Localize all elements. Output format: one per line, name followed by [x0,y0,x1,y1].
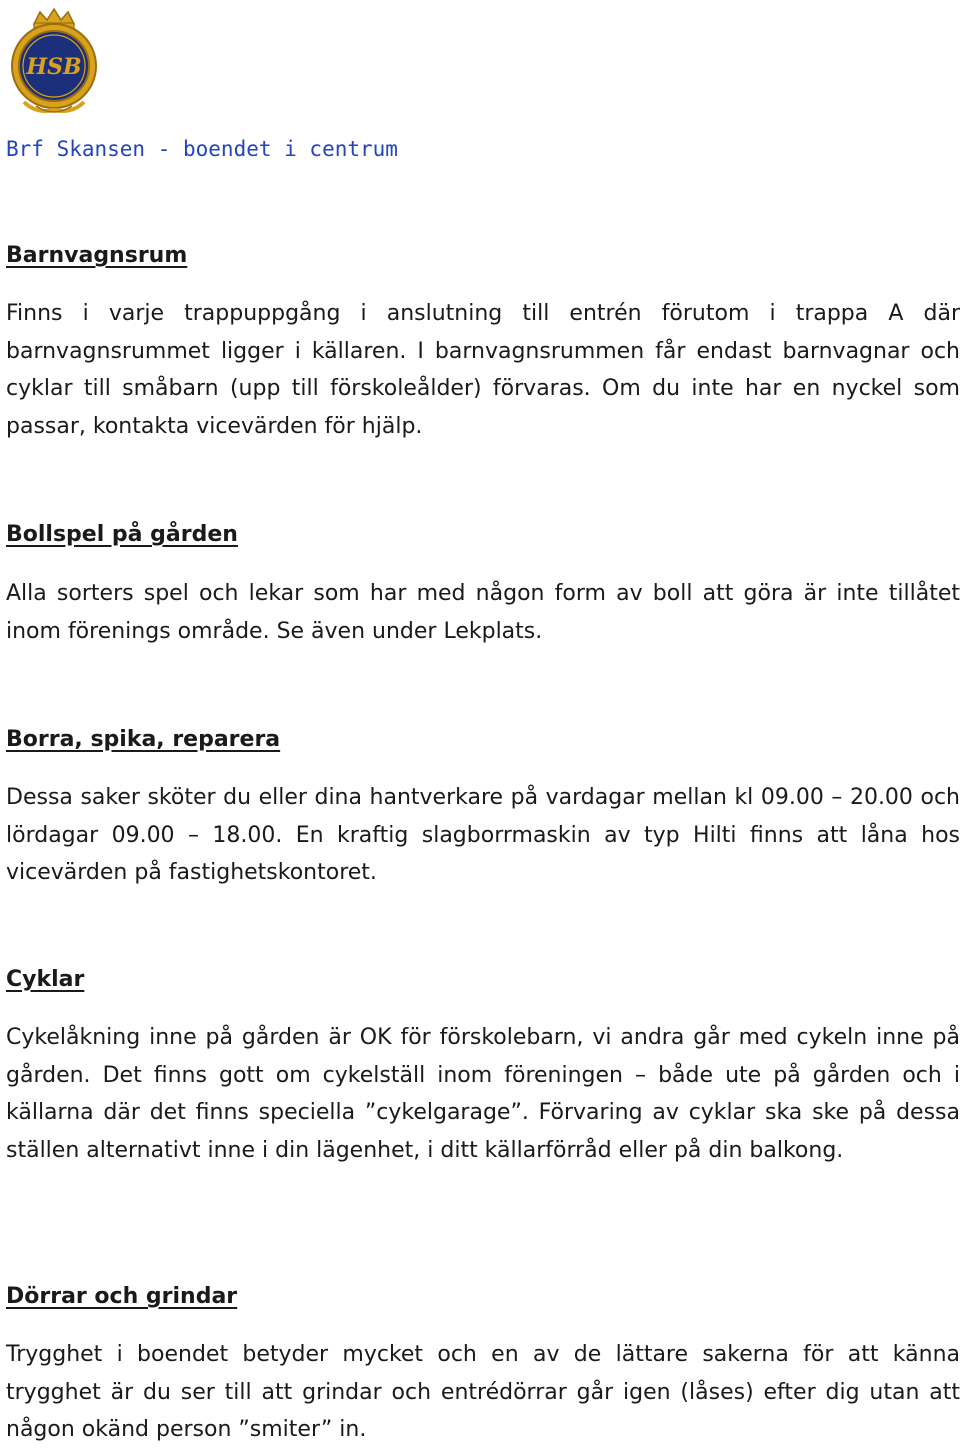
section-barnvagnsrum-body [6,295,960,445]
section-borra [6,727,960,752]
hsb-emblem-icon [6,6,102,118]
hsb-logo [6,6,102,118]
section-dorrar [6,1284,960,1309]
section-cyklar [6,967,960,992]
section-paragraph: Cykelåkning inne på gården är OK för förskolebarn, vi andra går med cykeln inne på gården. Det finns gott om cykelställ inom föreningen – både ute på gården och i källarna där det finns speciella ”cykelgarage”. Förvaring av cyklar ska ske på dessa ställen alternativt inne i din lägenhet, i ditt källarförråd eller på din balkong. [6,1025,960,1163]
site-title: Brf Skansen - boendet i centrum [6,137,398,161]
section-barnvagnsrum [6,243,960,268]
section-paragraph: Dessa saker sköter du eller dina hantverkare på vardagar mellan kl 09.00 – 20.00 och lördagar 09.00 – 18.00. En kraftig slagborrmaskin av typ Hilti finns att låna hos vicevärden på fastighetskontoret. [6,785,960,885]
section-dorrar-body [6,1336,960,1449]
section-heading: Cyklar [6,967,85,992]
section-paragraph: Alla sorters spel och lekar som har med någon form av boll att göra är inte tillåtet inom förenings område. Se även under Lekplats. [6,581,960,644]
section-heading: Barnvagnsrum [6,243,188,268]
section-borra-body [6,779,960,892]
logo-text: HSB [26,54,82,80]
section-cyklar-body [6,1019,960,1169]
section-heading: Borra, spika, reparera [6,727,281,752]
section-bollspel-body [6,575,960,650]
section-paragraph: Trygghet i boendet betyder mycket och en av de lättare sakerna för att känna trygghet är du ser till att grindar och entrédörrar går igen (låses) efter dig utan att någon okänd person ”smiter” in. [6,1342,960,1442]
section-heading: Bollspel på gården [6,522,238,547]
section-paragraph: Finns i varje trappuppgång i anslutning till entrén förutom i trappa A där barnvagnsrummet ligger i källaren. I barnvagnsrummen får endast barnvagnar och cyklar till småbarn (upp till förskoleålder) förvaras. Om du inte har en nyckel som passar, kontakta vicevärden för hjälp. [6,301,960,439]
section-heading: Dörrar och grindar [6,1284,238,1309]
section-bollspel [6,522,960,547]
